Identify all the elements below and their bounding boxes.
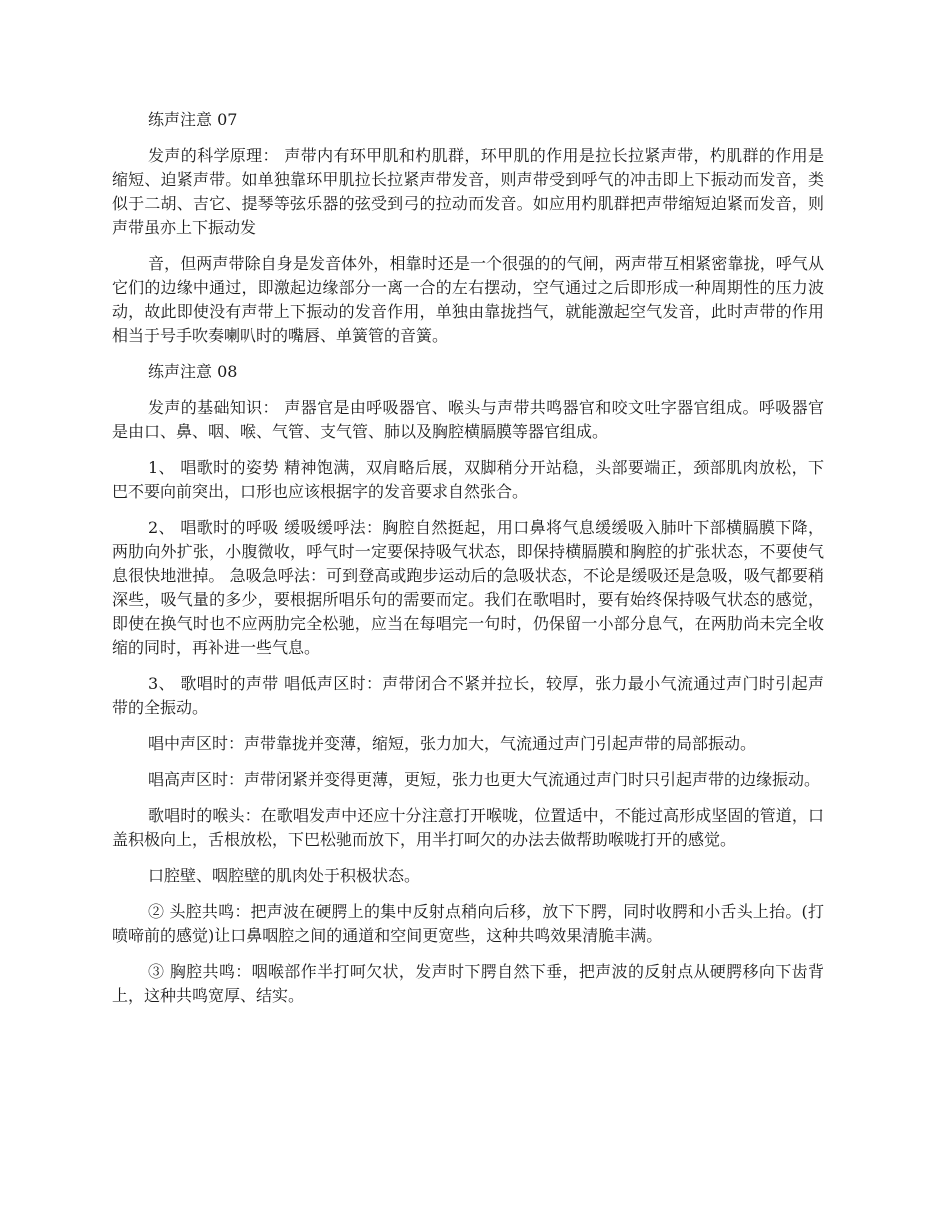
paragraph-head-resonance: ② 头腔共鸣：把声波在硬腭上的集中反射点稍向后移，放下下腭，同时收腭和小舌头上抬。(打喷啼前的感觉)让口鼻咽腔之间的通道和空间更宽些，这种共鸣效果清脆丰满。 [112,902,824,945]
paragraph-science-principle: 发声的科学原理： 声带内有环甲肌和杓肌群，环甲肌的作用是拉长拉紧声带，杓肌群的作用是缩短、迫紧声带。如单独靠环甲肌拉长拉紧声带发音，则声带受到呼气的冲击即上下振动而发音，类似于二胡、吉它、提琴等弦乐器的弦受到弓的拉动而发音。如应用杓肌群把声带缩短迫紧而发音，则声带虽亦上下振动发 [112,146,824,237]
paragraph-larynx: 歌唱时的喉头：在歌唱发声中还应十分注意打开喉咙，位置适中，不能过高形成坚固的管道，口盖积极向上，舌根放松，下巴松驰而放下，用半打呵欠的办法去做帮助喉咙打开的感觉。 [112,806,824,849]
paragraph-breathing: 2、 唱歌时的呼吸 缓吸缓呼法：胸腔自然挺起，用口鼻将气息缓缓吸入肺叶下部横膈膜下降，两肋向外扩张，小腹微收，呼气时一定要保持吸气状态，即保持横膈膜和胸腔的扩张状态，不要使气息很快地泄掉。 急吸急呼法：可到登高或跑步运动后的急吸状态，不论是缓吸还是急吸，吸气都要稍深些，吸气量的多少，要根据所唱乐句的需要而定。我们在歌唱时，要有始终保持吸气状态的感觉，即使在换气时也不应两肋完全松驰，应当在每唱完一句时，仍保留一小部分息气，在两肋尚未完全收缩的同时，再补进一些气息。 [112,518,824,657]
paragraph-chest-resonance: ③ 胸腔共鸣：咽喉部作半打呵欠状，发声时下腭自然下垂，把声波的反射点从硬腭移向下齿背上，这种共鸣宽厚、结实。 [112,962,824,1005]
paragraph-basic-knowledge: 发声的基础知识： 声器官是由呼吸器官、喉头与声带共鸣器官和咬文吐字器官组成。呼吸器官是由口、鼻、咽、喉、气管、支气管、肺以及胸腔横膈膜等器官组成。 [112,398,824,441]
paragraph-vocal-cords-low: 3、 歌唱时的声带 唱低声区时：声带闭合不紧并拉长，较厚，张力最小气流通过声门时引起声带的全振动。 [112,674,824,717]
paragraph-vocal-cords-middle: 唱中声区时：声带靠拢并变薄，缩短，张力加大，气流通过声门引起声带的局部振动。 [148,734,757,753]
section-heading-07: 练声注意 07 [148,110,238,129]
paragraph-vocal-cord-function: 音，但两声带除自身是发音体外，相靠时还是一个很强的的气闸，两声带互相紧密靠拢，呼气从它们的边缘中通过，即激起边缘部分一离一合的左右摆动，空气通过之后即形成一种周期性的压力波动，故此即使没有声带上下振动的发音作用，单独由靠拢挡气，就能激起空气发音，此时声带的作用相当于号手吹奏喇叭时的嘴唇、单簧管的音簧。 [112,254,824,345]
section-heading-08: 练声注意 08 [148,362,238,381]
paragraph-vocal-cords-high: 唱高声区时：声带闭紧并变得更薄，更短，张力也更大气流通过声门时只引起声带的边缘振动。 [148,770,821,789]
paragraph-oral-walls: 口腔壁、咽腔壁的肌肉处于积极状态。 [148,866,421,885]
paragraph-posture: 1、 唱歌时的姿势 精神饱满，双肩略后展，双脚稍分开站稳，头部要端正，颈部肌肉放松，下巴不要向前突出，口形也应该根据字的发音要求自然张合。 [112,458,824,501]
document-page [112,108,824,1020]
